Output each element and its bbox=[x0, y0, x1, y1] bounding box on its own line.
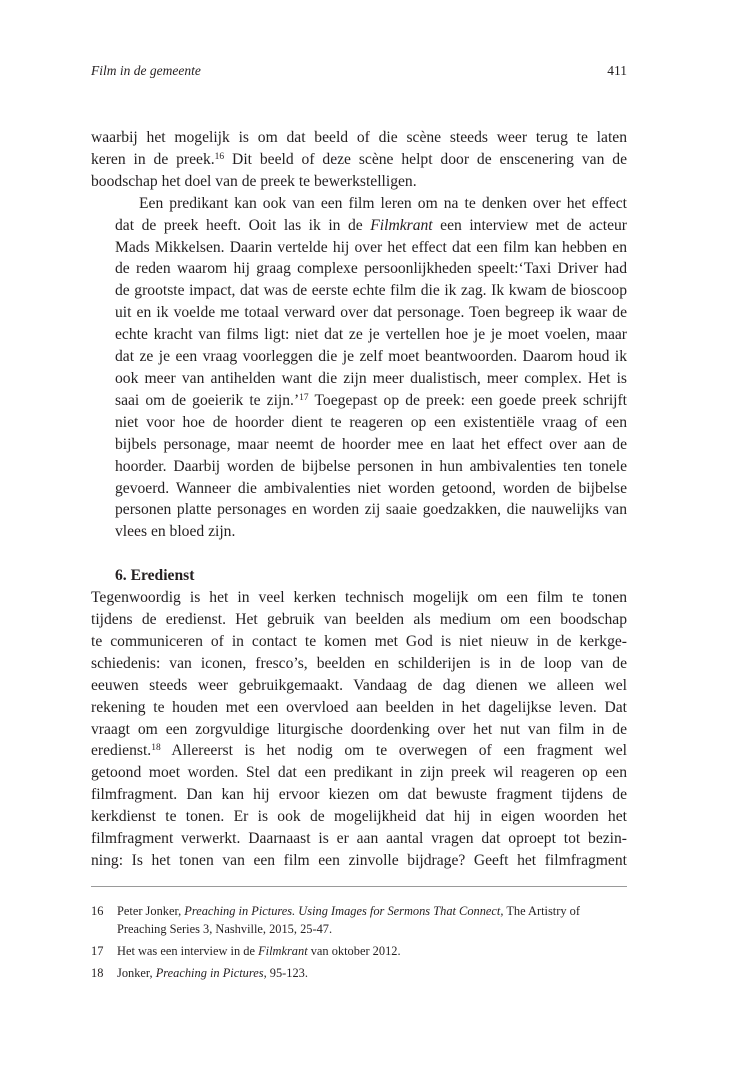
text-line: filmfragment. Dan kan hij ervoor kiezen om dat bewuste fragment tijdens de bbox=[91, 786, 627, 804]
footnote-text: Jonker, Preaching in Pictures, 95-123. bbox=[117, 966, 308, 980]
text-line: Een predikant kan ook van een film leren om na te denken over het effect bbox=[139, 194, 627, 212]
paragraph bbox=[91, 127, 627, 193]
paragraph bbox=[91, 587, 627, 872]
running-head-title: Film in de gemeente bbox=[91, 63, 201, 78]
footnote-number: 16 bbox=[91, 904, 104, 918]
body-text bbox=[91, 127, 627, 872]
text-line: rekening te houden met een overvloed aan beelden in het dagelijkse leven. Dat bbox=[91, 698, 627, 716]
text-line: hoorder. Daarbij worden de bijbelse personen in hun ambivalenties ten tonele bbox=[115, 457, 627, 475]
text-line: niet voor hoe de hoorder dient te reageren op een existentiële vraag of een bbox=[115, 413, 627, 431]
text-line: filmfragment verwerkt. Daarnaast is er aan aantal vragen dat oproept tot bezin- bbox=[91, 830, 627, 848]
text-line: bijbels personage, maar neemt de hoorder mee en laat het effect over aan de bbox=[115, 435, 627, 453]
section-heading: 6. Eredienst bbox=[115, 567, 195, 585]
text-line: Tegenwoordig is het in veel kerken technisch mogelijk om een film te tonen bbox=[91, 589, 627, 607]
footnote-marker[interactable]: 17 bbox=[299, 392, 309, 403]
footnote-text: Peter Jonker, Preaching in Pictures. Using Images for Sermons That Connect, The Artistry of Preaching Series 3, Nashville, 2015, 25-47. bbox=[117, 904, 580, 936]
text-line: te communiceren of in contact te komen met God is niet nieuw in de kerkge- bbox=[91, 632, 627, 650]
text-line: eredienst.$^{18}$ Allereerst is het nodig om te overwegen of een fragment wel bbox=[91, 742, 627, 760]
text-line: uit en ik voelde me totaal verward over dat personage. Toen begreep ik waar de bbox=[115, 304, 627, 322]
page-number: 411 bbox=[607, 63, 627, 78]
text-line: echte kracht van films ligt: niet dat ze je vertellen hoe je je moet voelen, maar bbox=[115, 326, 627, 344]
text-line: waarbij het mogelijk is om dat beeld of die scène steeds weer terug te laten bbox=[91, 129, 627, 146]
text-line: gevoerd. Wanneer die ambivalenties niet worden getoond, worden de bijbelse bbox=[115, 479, 627, 497]
text-line: vlees en bloed zijn. bbox=[115, 523, 236, 541]
text-line: saai om de goeierik te zijn.’$^{17}$ Toegepast op de preek: een goede preek schrijft bbox=[115, 391, 628, 409]
footnotes bbox=[91, 902, 627, 986]
text-line: keren in de preek.$^{16}$ Dit beeld of deze scène helpt door de enscenering van de bbox=[91, 150, 627, 168]
footnote bbox=[91, 942, 627, 960]
text-line: schiedenis: van iconen, fresco’s, beelden en schilderijen is in de loop van de bbox=[91, 654, 627, 672]
text-line: kerkdienst te tonen. Er is ook de mogelijkheid dat hij in eigen woorden het bbox=[91, 808, 627, 826]
text-line: vraagt om een zorgvuldige liturgische doordenking over het nut van film in de bbox=[91, 720, 627, 738]
text-line: getoond moet worden. Stel dat een predikant in zijn preek wil reageren op een bbox=[91, 764, 627, 782]
text-line: dat ze je een vraag voorleggen die je zelf moet beantwoorden. Daarom houd ik bbox=[115, 348, 627, 366]
footnote-number: 18 bbox=[91, 966, 104, 980]
footnote bbox=[91, 902, 627, 938]
footnote-number: 17 bbox=[91, 944, 104, 958]
footnote-marker[interactable]: 16 bbox=[214, 151, 225, 162]
text-line: de grootste impact, dat was de eerste echte film die ik zag. Ik kwam de bioscoop bbox=[115, 282, 627, 300]
text-line: boodschap het doel van de preek te bewerkstelligen. bbox=[91, 172, 417, 190]
text-line: personen platte personages en worden zij saaie goedzakken, die nauwelijks van bbox=[115, 501, 627, 519]
paragraph bbox=[91, 193, 627, 544]
text-line: dat de preek heeft. Ooit las ik in de Filmkrant een interview met de acteur bbox=[115, 216, 627, 234]
text-line: eeuwen steeds weer gebruikgemaakt. Vandaag de dag dienen we alleen wel bbox=[91, 676, 627, 694]
text-line: ook meer van antihelden want die zijn meer dualistisch, meer complex. Het is bbox=[115, 369, 627, 387]
text-line: ning: Is het tonen van een film een zinvolle bijdrage? Geeft het filmfragment bbox=[91, 852, 627, 869]
footnote-marker[interactable]: 18 bbox=[151, 743, 161, 754]
footnote-text: Het was een interview in de Filmkrant van oktober 2012. bbox=[117, 944, 401, 958]
text-line: Mads Mikkelsen. Daarin vertelde hij over het effect dat een film kan hebben en bbox=[115, 238, 627, 256]
text-line: de reden waarom hij graag complexe persoonlijkheden speelt:‘Taxi Driver had bbox=[115, 260, 627, 278]
text-line: tijdens de eredienst. Het gebruik van beelden als medium om een boodschap bbox=[91, 611, 627, 629]
footnote bbox=[91, 964, 627, 982]
footnote-divider bbox=[91, 886, 627, 887]
